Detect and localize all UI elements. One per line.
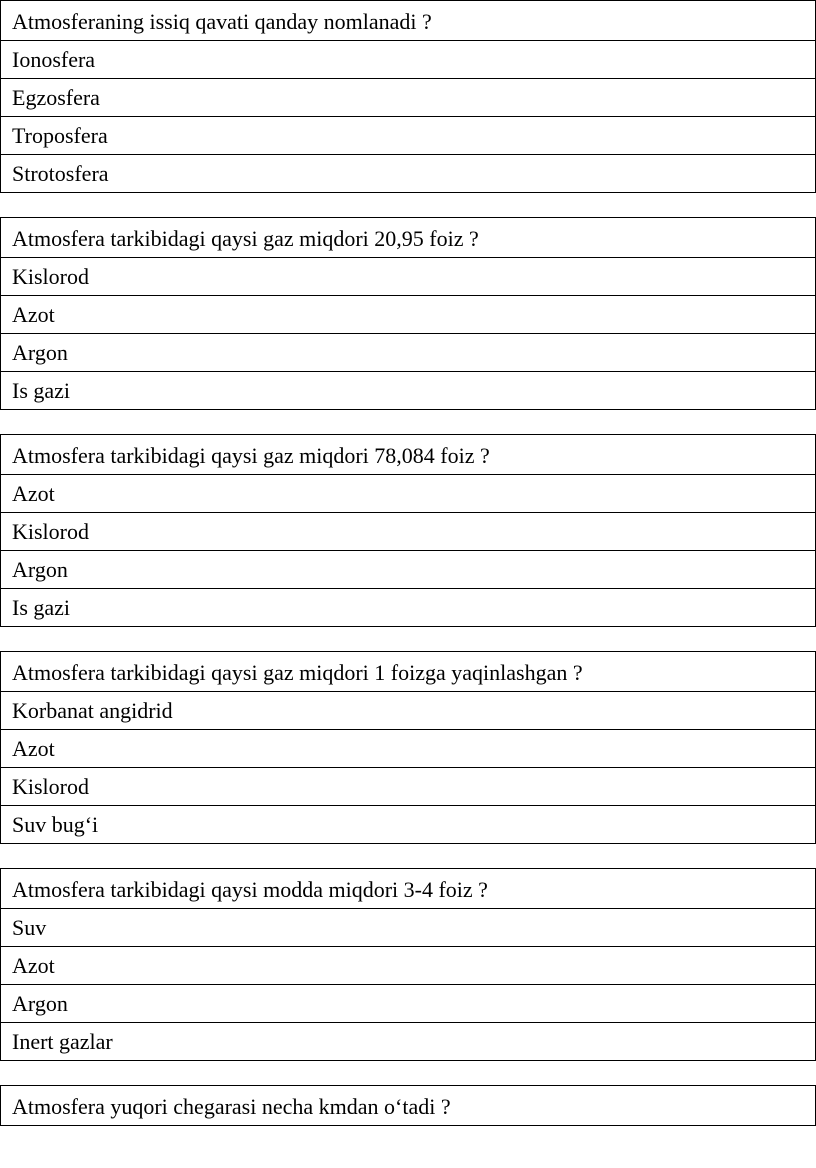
question-text: Atmosfera tarkibidagi qaysi gaz miqdori 78,084 foiz ?	[1, 435, 816, 475]
answer-option: Ionosfera	[1, 41, 816, 79]
question-table-4	[0, 651, 816, 844]
answer-option: Korbanat angidrid	[1, 692, 816, 730]
answer-option: Suv bug‘i	[1, 806, 816, 844]
answer-option: Azot	[1, 730, 816, 768]
question-table-6	[0, 1085, 816, 1126]
answer-option: Egzosfera	[1, 79, 816, 117]
answer-option: Troposfera	[1, 117, 816, 155]
answer-option: Is gazi	[1, 589, 816, 627]
question-text: Atmosfera tarkibidagi qaysi modda miqdori 3-4 foiz ?	[1, 869, 816, 909]
question-text: Atmosfera tarkibidagi qaysi gaz miqdori 20,95 foiz ?	[1, 218, 816, 258]
answer-option: Argon	[1, 985, 816, 1023]
question-table-5	[0, 868, 816, 1061]
answer-option: Suv	[1, 909, 816, 947]
answer-option: Strotosfera	[1, 155, 816, 193]
question-text: Atmosfera tarkibidagi qaysi gaz miqdori 1 foizga yaqinlashgan ?	[1, 652, 816, 692]
answer-option: Kislorod	[1, 768, 816, 806]
answer-option: Azot	[1, 947, 816, 985]
question-table-3	[0, 434, 816, 627]
question-table-1	[0, 0, 816, 193]
answer-option: Kislorod	[1, 513, 816, 551]
answer-option: Inert gazlar	[1, 1023, 816, 1061]
question-text: Atmosferaning issiq qavati qanday nomlanadi ?	[1, 1, 816, 41]
question-text: Atmosfera yuqori chegarasi necha kmdan o‘tadi ?	[1, 1086, 816, 1126]
answer-option: Azot	[1, 296, 816, 334]
answer-option: Argon	[1, 334, 816, 372]
answer-option: Argon	[1, 551, 816, 589]
question-table-2	[0, 217, 816, 410]
answer-option: Kislorod	[1, 258, 816, 296]
answer-option: Azot	[1, 475, 816, 513]
answer-option: Is gazi	[1, 372, 816, 410]
